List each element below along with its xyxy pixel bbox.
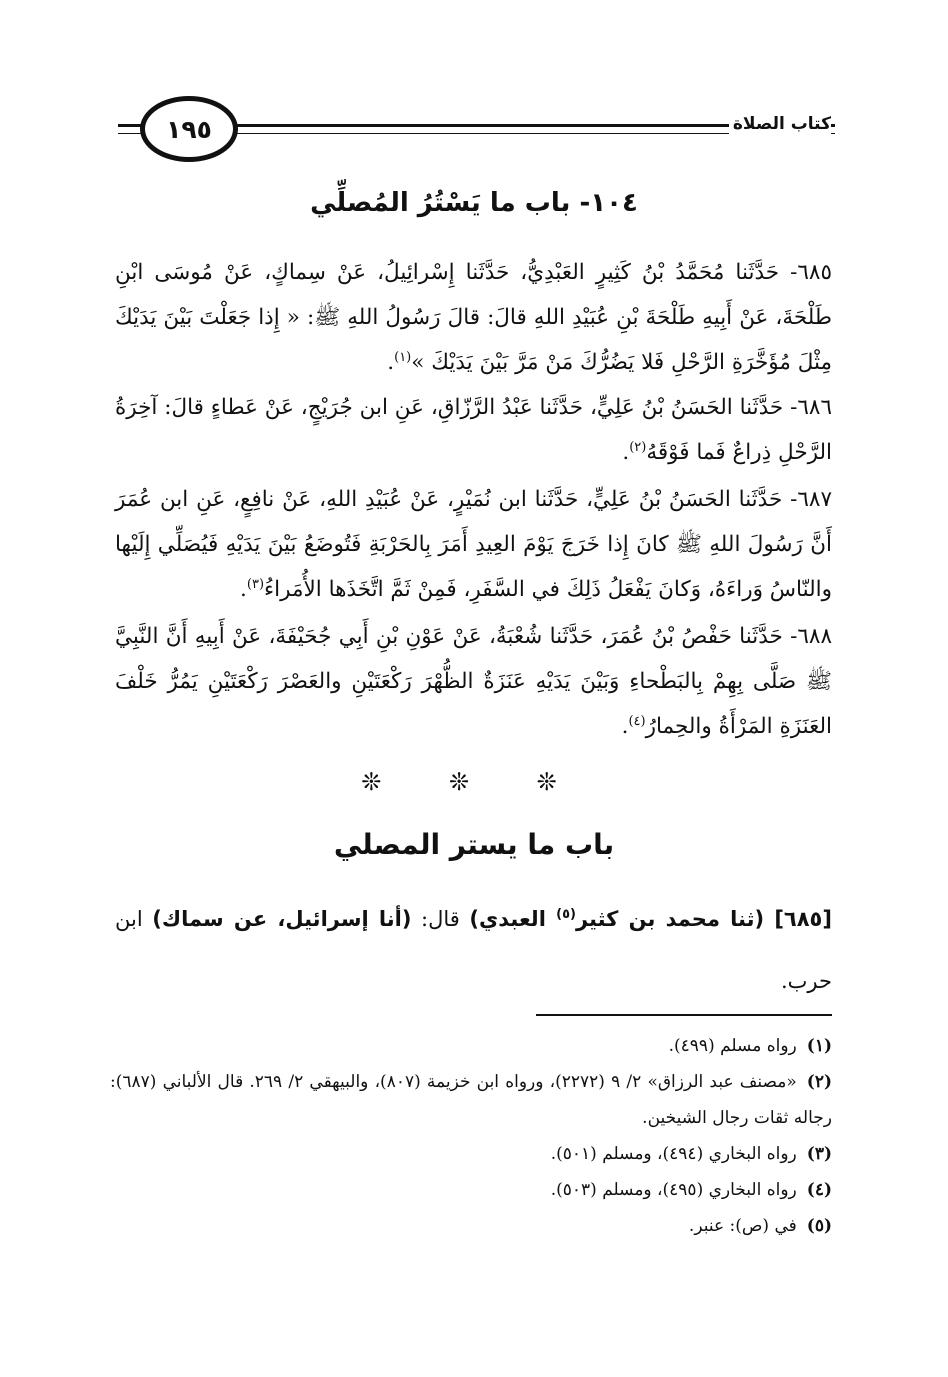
hadith-number: ٦٨٧-	[790, 487, 832, 512]
footnote-index: (٣)	[806, 1144, 832, 1164]
hadith-number: ٦٨٦-	[790, 395, 832, 420]
footnote-ref[interactable]: (٤)	[628, 713, 646, 729]
hadith-686	[115, 385, 832, 475]
footnote-ref[interactable]: (١)	[394, 349, 412, 365]
footnote-item	[110, 1172, 832, 1208]
footnote-text: رواه البخاري (٤٩٤)، ومسلم (٥٠١).	[550, 1144, 797, 1164]
page-number-ring	[140, 96, 238, 162]
footnote-item	[110, 1208, 832, 1244]
footnote-ref[interactable]: (٥)	[556, 907, 576, 922]
footnote-index: (٥)	[806, 1216, 832, 1236]
footnote-item	[110, 1028, 832, 1064]
hadith-text: حَدَّثَنا حَفْصُ بْنُ عُمَرَ، حَدَّثَنا شُعْبَةُ، عَنْ عَوْنِ بْنِ أَبِي جُحَيْفَةَ، عَنْ أَبِيهِ أَنَّ النَّبِيَّ ﷺ صَلَّى بِهِمْ بِالبَطْحاءِ وَبَيْنَ يَدَيْهِ عَنَزَةٌ الظُّهْرَ رَكْعَتَيْنِ والعَصْرَ رَكْعَتَيْنِ يَمُرُّ خَلْفَ العَنَزَةِ المَرْأَةُ والحِمارُ	[115, 624, 832, 739]
hadith-end: .	[621, 714, 629, 739]
hadith-688	[115, 614, 832, 749]
hadith-number: ٦٨٥-	[790, 260, 832, 285]
footnote-index: (٤)	[806, 1180, 832, 1200]
hadith-end: .	[240, 577, 247, 602]
footnotes	[110, 1028, 832, 1244]
separator-stars: ❊ ❊ ❊	[361, 768, 587, 796]
commentary-bold-2: العبدي)	[469, 907, 557, 931]
hadith-number: ٦٨٨-	[790, 624, 832, 649]
footnote-ref[interactable]: (٢)	[629, 439, 647, 455]
footnote-ref[interactable]: (٣)	[246, 576, 265, 592]
footnote-text: رواه البخاري (٤٩٥)، ومسلم (٥٠٣).	[550, 1180, 797, 1200]
footnote-text: في (ص): عنبر.	[688, 1216, 797, 1236]
hadith-text: حَدَّثَنا الحَسَنُ بْنُ عَلِيٍّ، حَدَّثَنا ابن نُمَيْرٍ، عَنْ عُبَيْدِ اللهِ، عَنْ نافِعٍ، عَنِ ابن عُمَرَ أَنَّ رَسُولَ اللهِ ﷺ كانَ إِذا خَرَجَ يَوْمَ العِيدِ أَمَرَ بِالحَرْبَةِ فَتُوضَعُ بَيْنَ يَدَيْهِ فَيُصَلِّي إِلَيْها والنّاسُ وَراءَهُ، وَكانَ يَفْعَلُ ذَلِكَ في السَّفَرِ، فَمِنْ ثَمَّ اتَّخَذَها الأُمَراءُ	[115, 487, 832, 602]
running-title: كتاب الصلاة	[729, 114, 831, 134]
commentary-685	[115, 888, 832, 1012]
footnote-text: رواه مسلم (٤٩٩).	[668, 1036, 797, 1056]
hadith-text: حَدَّثَنا مُحَمَّدُ بْنُ كَثِيرٍ العَبْدِيُّ، حَدَّثَنا إِسْرائِيلُ، عَنْ سِماكٍ، عَنْ مُوسَى ابْنِ طَلْحَةَ، عَنْ أَبِيهِ طَلْحَةَ بْنِ عُبَيْدِ اللهِ قالَ: قالَ رَسُولُ اللهِ ﷺ: « إِذا جَعَلْتَ بَيْنَ يَدَيْكَ مِثْلَ مُؤَخَّرَةِ الرَّحْلِ فَلا يَضُرُّكَ مَنْ مَرَّ بَيْنَ يَدَيْكَ »	[115, 260, 832, 375]
chapter-heading: ١٠٤- باب ما يَسْتُرُ المُصلِّي	[310, 188, 638, 218]
footnote-index: (١)	[806, 1036, 832, 1056]
footnote-item	[110, 1136, 832, 1172]
commentary-plain-2: ابن حرب.	[115, 907, 832, 993]
footnote-text: «مصنف عبد الرزاق» ٢/ ٩ (٢٢٧٢)، ورواه ابن خزيمة (٨٠٧)، والبيهقي ٢/ ٢٦٩. قال الألباني (٦٨٧): رجاله ثقات رجال الشيخين.	[110, 1072, 832, 1128]
hadith-685	[115, 250, 832, 385]
commentary-bold-3: (أنا إسرائيل، عن سماك)	[152, 907, 412, 931]
footnote-divider	[536, 1014, 832, 1016]
section-heading: باب ما يستر المصلي	[333, 828, 615, 861]
hadith-end: .	[622, 440, 630, 465]
commentary-bold: [٦٨٥] (ثنا محمد بن كثير	[575, 907, 832, 931]
hadith-text: حَدَّثَنا الحَسَنُ بْنُ عَلِيٍّ، حَدَّثَنا عَبْدُ الرَّزّاقِ، عَنِ ابن جُرَيْجٍ، عَنْ عَطاءٍ قالَ: آخِرَةُ الرَّحْلِ ذِراعٌ فَما فَوْقَهُ	[115, 395, 832, 465]
page-number: ١٩٥	[166, 114, 212, 144]
footnote-index: (٢)	[806, 1072, 833, 1092]
commentary-plain: قال:	[411, 907, 470, 931]
hadith-687	[115, 477, 832, 612]
hadith-end: .	[387, 350, 395, 375]
footnote-item	[110, 1064, 832, 1136]
